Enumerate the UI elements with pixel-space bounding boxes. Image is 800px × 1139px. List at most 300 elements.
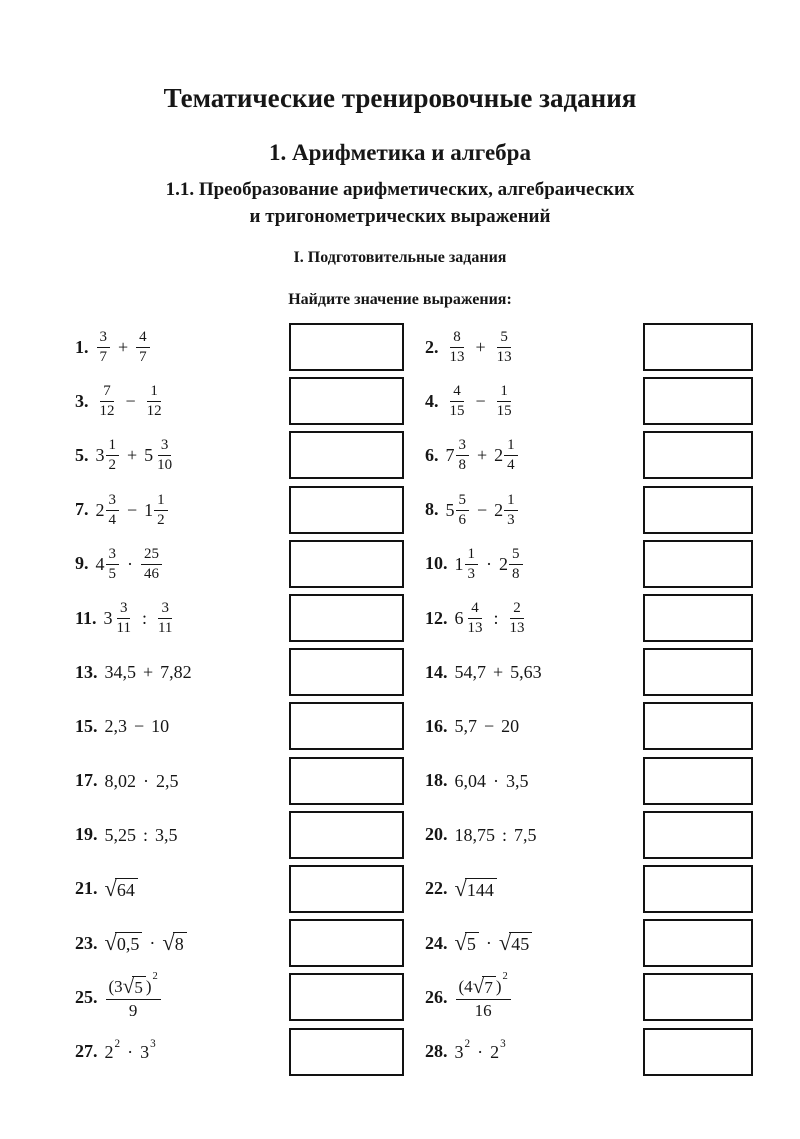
math-text: 4 [108,511,116,528]
math-fraction [494,383,515,419]
fraction-denominator [447,402,468,419]
problem-expression [96,383,166,419]
answer-box [643,702,753,750]
math-text: 3 [454,1041,464,1062]
problem-row [75,699,753,753]
problem-item [75,600,289,636]
math-text: 3 [99,329,107,346]
math-operator: + [127,445,138,466]
math-fraction [106,971,161,1021]
math-operator: : [502,824,508,845]
math-text: 4 [507,457,515,474]
problem-item [404,437,643,473]
math-text: 2,5 [156,770,179,791]
problem-number: 20. [425,824,448,845]
fraction-numerator [468,600,482,619]
math-text: (4 [458,977,473,997]
problem-number: 26. [425,986,448,1007]
problem-expression [105,663,192,681]
math-text: 4 [95,553,105,574]
math-fraction [465,600,486,636]
problem-item [75,875,289,901]
math-fraction [154,437,175,473]
math-text: 54,7 [454,662,486,683]
radicand [173,932,187,955]
math-text: 2 [499,553,508,574]
problem-expression [105,826,178,844]
math-text: 5 [134,978,143,998]
math-operator: + [493,662,504,683]
problem-row [75,591,753,645]
math-operator: : [493,608,499,629]
math-text: 13 [467,620,483,637]
math-text: 1 [500,383,508,400]
fraction-denominator [504,456,518,473]
fraction-numerator [497,383,511,402]
fraction-numerator [117,600,131,619]
math-text: 3,5 [506,770,529,791]
fraction-denominator [494,348,515,365]
radical-sign-icon: √ [162,929,175,955]
answer-box [289,865,404,913]
math-operator: : [143,824,149,845]
math-text: 1 [150,383,158,400]
math-text: 2 [490,1041,500,1062]
problem-number: 7. [75,499,89,520]
math-text: 2 [494,499,504,520]
math-square-root [473,976,496,997]
math-text: 13 [449,349,465,366]
fraction-numerator [504,437,518,456]
math-text: 3,5 [155,824,178,845]
subsection-line-1: 1.1. Преобразование арифметических, алгебраических [165,179,635,200]
fraction-denominator [97,402,118,419]
math-operator: · [493,770,499,791]
math-fraction [106,546,120,582]
math-text: 6 [454,608,464,629]
math-text: 3 [458,437,466,454]
answer-box [643,486,753,534]
fraction-denominator [136,348,150,365]
problem-number: 15. [75,715,98,736]
math-text: 5 [445,499,455,520]
math-text: 7 [103,383,111,400]
fraction-numerator [510,600,524,619]
problem-number: 18. [425,770,448,791]
answer-box [643,648,753,696]
problem-item [75,383,289,419]
math-text: 13 [509,620,525,637]
math-text: 8 [453,329,461,346]
problem-number: 9. [75,553,89,574]
answer-box [289,702,404,750]
math-text: 10 [157,457,173,474]
math-text: 12 [146,403,162,420]
fraction-denominator [155,619,175,636]
problem-number: 6. [425,444,439,465]
problem-expression [454,929,533,955]
problem-item [404,929,643,955]
problem-row [75,428,753,482]
problem-expression [446,437,519,473]
math-text: 7 [139,349,147,366]
math-square-root [498,929,532,955]
problem-number: 13. [75,661,98,682]
math-text: 2 [513,600,521,617]
answer-box [289,919,404,967]
fraction-denominator [106,565,120,582]
problem-number: 19. [75,824,98,845]
problem-expression [455,717,520,735]
problem-row [75,374,753,428]
fraction-denominator [504,511,518,528]
problem-item [75,546,289,582]
math-fraction [456,437,470,473]
math-operator: − [475,391,486,412]
problem-item [75,824,289,845]
problem-expression [96,492,169,528]
problem-item [404,600,643,636]
math-exponent: 2 [502,971,508,983]
problem-expression [455,772,529,790]
fraction-numerator [456,971,511,1000]
math-operator: · [143,770,149,791]
problem-expression [104,600,177,636]
math-operator: · [149,933,156,954]
math-text: 11 [157,620,173,637]
math-exponent: 3 [150,1037,156,1050]
math-text: 8 [512,565,520,582]
section-heading: 1. Арифметика и алгебра [269,140,531,165]
subsection-heading [0,176,800,230]
math-text: 46 [144,565,159,582]
problem-number: 10. [425,553,448,574]
math-text: ) [145,977,152,997]
math-text: 9 [128,1001,138,1021]
math-fraction [136,329,150,365]
fraction-denominator [465,565,479,582]
problem-item [404,875,643,901]
subsection-line-2: и тригонометрических выражений [249,206,551,227]
problem-item [404,662,643,683]
problem-expression [105,971,162,1021]
problem-number: 4. [425,390,439,411]
fraction-denominator [106,456,120,473]
fraction-numerator [504,492,518,511]
math-square-root [162,929,186,955]
problem-item [404,716,643,737]
problem-expression [105,772,179,790]
problem-number: 8. [425,499,439,520]
math-text: 8,02 [104,770,136,791]
answer-box [289,648,404,696]
math-text: 2,3 [104,716,127,737]
problem-number: 16. [425,715,448,736]
math-text: 2 [95,499,105,520]
fraction-numerator [158,600,172,619]
fraction-numerator [100,383,114,402]
math-fraction [154,492,168,528]
math-exponent: 2 [464,1037,471,1050]
fraction-numerator [509,546,523,565]
problem-expression [96,329,151,365]
math-fraction [141,546,162,582]
radicand [115,878,138,901]
fraction-denominator [465,619,486,636]
problem-item [75,329,289,365]
math-text: 3 [160,437,169,454]
page-title: Тематические тренировочные задания [163,83,637,113]
radicand [482,976,496,997]
math-text: 7 [99,349,107,366]
problem-number: 27. [75,1041,98,1062]
math-operator: + [477,445,488,466]
fraction-numerator [106,546,120,565]
problems-grid [75,320,753,1079]
answer-box [289,540,404,588]
fraction-numerator [154,492,168,511]
math-operator: · [477,1041,484,1062]
math-text: 7 [484,978,493,998]
problem-expression [104,929,187,955]
math-fraction [106,437,120,473]
problem-row [75,645,753,699]
math-text: 2 [157,511,165,528]
answer-box [643,431,753,479]
math-fraction [509,546,523,582]
math-text: 34,5 [104,662,136,683]
answer-box [643,540,753,588]
math-square-root [454,929,479,955]
math-operator: + [118,337,129,358]
problem-number: 17. [75,770,98,791]
part-heading: I. Подготовительные задания [293,249,507,266]
math-square-root [104,875,138,901]
math-text: 3 [108,491,116,508]
math-fraction [155,600,175,636]
fraction-denominator [106,511,120,528]
math-text: 8 [458,457,466,474]
math-operator: − [134,716,145,737]
problem-item [404,383,643,419]
math-fraction [144,383,165,419]
math-square-root [123,976,146,997]
math-fraction [447,329,468,365]
math-fraction [106,492,120,528]
math-text: 1 [507,491,515,508]
math-square-root [104,929,143,955]
math-fraction [465,546,479,582]
problem-expression [446,383,516,419]
radicand [509,932,532,955]
fraction-denominator [507,619,528,636]
math-exponent: 2 [152,971,158,983]
answer-box [643,323,753,371]
math-text: 3 [467,565,475,582]
math-text: 5,63 [510,662,542,683]
answer-box [643,594,753,642]
problem-number: 12. [425,607,448,628]
math-text: 4 [471,600,479,617]
problem-row [75,483,753,537]
problem-expression [455,600,529,636]
math-text: 18,75 [454,824,495,845]
problem-number: 3. [75,390,89,411]
math-fraction [507,600,528,636]
math-text: 3 [119,600,128,617]
problem-row [75,1024,753,1078]
math-text: 11 [116,620,131,637]
problem-expression [96,546,164,582]
math-fraction [447,383,468,419]
math-operator: − [127,499,138,520]
radical-sign-icon: √ [454,929,467,955]
answer-box [289,377,404,425]
fraction-denominator [154,456,175,473]
fraction-denominator [447,348,468,365]
answer-box [643,919,753,967]
problem-item [75,971,289,1021]
problem-item [404,770,643,791]
math-operator: − [477,499,488,520]
problem-row [75,808,753,862]
fraction-denominator [154,511,168,528]
math-text: 5 [512,545,520,562]
math-text: 3 [161,600,169,617]
math-text: 64 [116,879,135,900]
fraction-denominator [472,1000,495,1019]
fraction-denominator [144,402,165,419]
problem-item [75,1037,289,1062]
problem-item [404,329,643,365]
fraction-numerator [456,437,470,456]
problem-number: 25. [75,986,98,1007]
math-text: 16 [474,1001,492,1021]
fraction-numerator [136,329,150,348]
math-operator: + [143,662,154,683]
math-text: 15 [449,403,465,420]
math-exponent: 3 [500,1037,506,1050]
problem-row [75,970,753,1024]
math-text: 4 [453,383,461,400]
math-square-root [454,875,497,901]
math-text: 5 [500,329,508,346]
math-text: (3 [108,977,123,997]
problem-item [75,770,289,791]
math-text: 5 [466,934,476,955]
math-text: 10 [151,716,170,737]
answer-box [643,865,753,913]
radical-sign-icon: √ [104,875,117,901]
math-text: 45 [511,934,530,955]
problem-expression [105,717,170,735]
math-fraction [97,329,111,365]
fraction-denominator [509,565,523,582]
radicand [465,878,497,901]
problem-number: 11. [75,607,97,628]
answer-box [289,973,404,1021]
instruction-text: Найдите значение выражения: [288,291,512,308]
math-fraction [504,437,518,473]
problem-expression [104,1037,156,1062]
math-text: 3 [507,511,515,528]
radical-sign-icon: √ [122,974,135,999]
math-operator: − [484,716,495,737]
fraction-numerator [106,492,120,511]
problem-expression [96,437,177,473]
problem-item [75,492,289,528]
math-text: 3 [108,545,116,562]
problem-item [404,1037,643,1062]
math-text: 7,82 [160,662,192,683]
math-text: 4 [139,329,147,346]
math-text: 0,5 [116,934,140,955]
problem-item [75,437,289,473]
problem-expression [455,663,542,681]
math-text: 5,7 [454,716,477,737]
math-text: 7,5 [514,824,537,845]
radical-sign-icon: √ [454,875,467,901]
fraction-numerator [141,546,162,565]
math-text: 2 [108,457,116,474]
radicand [465,932,479,955]
problem-number: 5. [75,444,89,465]
math-text: 3 [103,608,113,629]
problem-item [404,546,643,582]
math-operator: · [127,1041,134,1062]
problem-expression [454,1037,506,1062]
problem-expression [455,826,537,844]
math-text: 1 [507,437,515,454]
fraction-numerator [106,971,161,1000]
fraction-denominator [114,619,134,636]
math-text: 5,25 [104,824,136,845]
math-fraction [494,329,515,365]
math-text: ) [495,977,502,997]
problem-number: 2. [425,336,439,357]
answer-box [289,811,404,859]
problem-row [75,320,753,374]
answer-box [289,757,404,805]
math-text: 1 [157,491,165,508]
problem-number: 1. [75,336,89,357]
answer-box [289,431,404,479]
math-operator: − [125,391,136,412]
math-exponent: 2 [114,1037,121,1050]
answer-box [289,323,404,371]
answer-box [643,377,753,425]
math-text: 144 [466,879,494,900]
problem-number: 14. [425,661,448,682]
fraction-numerator [450,383,464,402]
answer-box [643,757,753,805]
math-fraction [114,600,134,636]
problem-row [75,916,753,970]
math-text: 6,04 [454,770,486,791]
math-text: 3 [140,1041,150,1062]
radicand [132,976,146,997]
math-operator: : [141,608,147,629]
fraction-numerator [147,383,161,402]
radical-sign-icon: √ [472,974,485,999]
radicand [115,932,143,955]
math-text: 13 [496,349,512,366]
radical-sign-icon: √ [498,929,512,955]
math-operator: · [486,553,492,574]
fraction-numerator [450,329,464,348]
problem-number: 21. [75,878,98,899]
math-text: 1 [467,545,475,562]
